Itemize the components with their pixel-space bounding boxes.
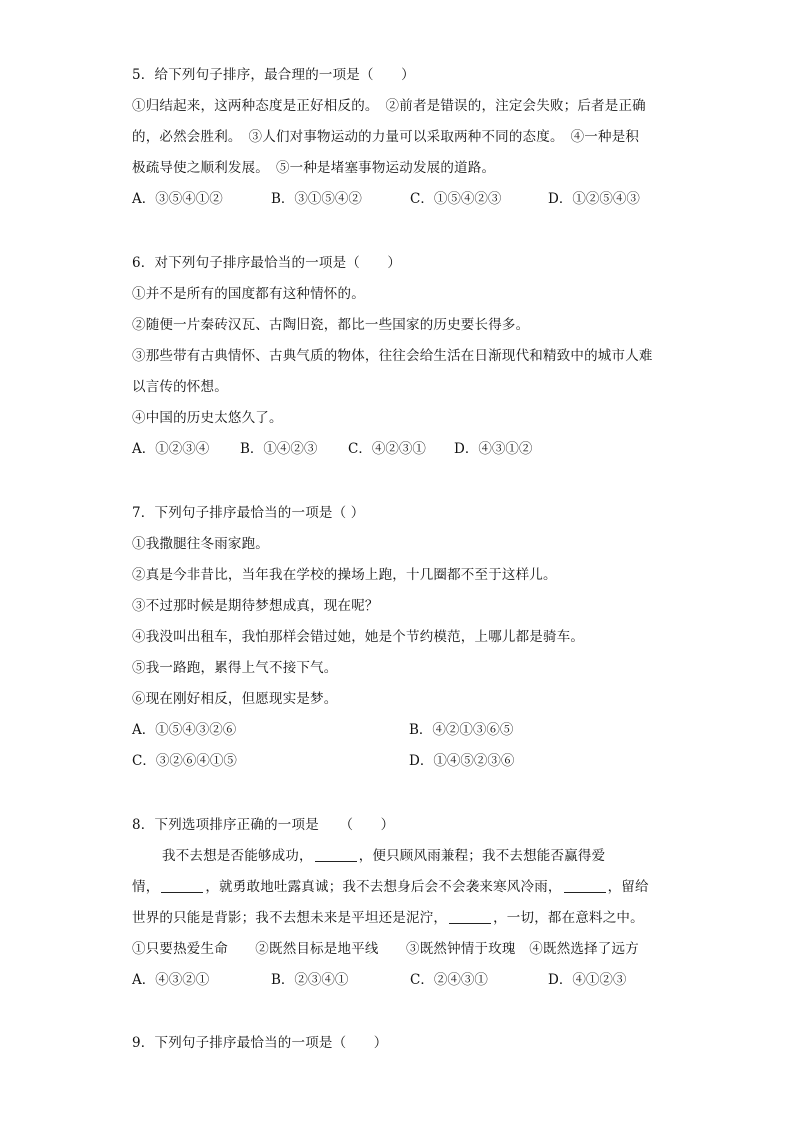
question-5-line-1: ①归结起来，这两种态度是正好相反的。 ②前者是错误的，注定会失败；后者是正确 <box>132 98 646 114</box>
question-9-stem: 9．下列句子排序最恰当的一项是（ ） <box>132 1035 388 1051</box>
question-7-option-c[interactable]: C．③②⑥④①⑤ <box>132 753 237 769</box>
question-7-line-5: ⑤我一路跑，累得上气不接下气。 <box>132 660 338 676</box>
question-5-option-b[interactable]: B．③①⑤④② <box>271 191 362 207</box>
question-6-line-4: 以言传的怀想。 <box>132 379 228 395</box>
question-5-options <box>132 184 672 215</box>
fill-blank-1[interactable] <box>315 847 357 862</box>
question-7-line-2: ②真是今非昔比，当年我在学校的操场上跑，十几圈都不至于这样儿。 <box>132 567 557 583</box>
question-7-option-b[interactable]: B．④②①③⑥⑤ <box>409 722 514 738</box>
question-8-choices: ①只要热爱生命 ②既然目标是地平线 ③既然钟情于玫瑰 ④既然选择了远方 <box>132 941 639 957</box>
question-8-options <box>132 965 672 996</box>
question-6-stem: 6．对下列句子排序最恰当的一项是（ ） <box>132 255 402 271</box>
question-8-option-b[interactable]: B．②③④① <box>271 972 349 988</box>
passage-text: ，便只顾风雨兼程；我不去想能否赢得爱 <box>358 848 606 864</box>
question-5-line-2: 的，必然会胜利。 ③人们对事物运动的力量可以采取两种不同的态度。 ④一种是积 <box>132 129 640 145</box>
question-6-line-1: ①并不是所有的国度都有这种情怀的。 <box>132 286 365 302</box>
question-5-option-a[interactable]: A．③⑤④①② <box>132 191 223 207</box>
question-8-passage-line-3 <box>132 903 672 934</box>
question-9 <box>132 1028 672 1059</box>
passage-text: 世界的只能是背影；我不去想未来是平坦还是泥泞， <box>132 910 448 926</box>
passage-text: 情， <box>132 879 160 895</box>
passage-text: 我不去想是否能够成功， <box>162 848 313 864</box>
question-8-stem: 8．下列选项排序正确的一项是 （ ） <box>132 817 395 833</box>
question-8-option-a[interactable]: A．④③②① <box>132 972 210 988</box>
question-7-line-6: ⑥现在刚好相反，但愿现实是梦。 <box>132 691 338 707</box>
question-7-line-1: ①我撒腿往冬雨家跑。 <box>132 536 269 552</box>
question-5 <box>132 60 672 215</box>
passage-text: ，一切，都在意料之中。 <box>493 910 644 926</box>
question-7-stem: 7．下列句子排序最恰当的一项是（ ） <box>132 505 365 521</box>
question-8-passage-line-1 <box>132 841 672 872</box>
question-6-options <box>132 434 672 465</box>
fill-blank-3[interactable] <box>564 878 606 893</box>
question-5-option-d[interactable]: D．①②⑤④③ <box>548 191 640 207</box>
question-5-option-c[interactable]: C．①⑤④②③ <box>410 191 502 207</box>
question-5-stem: 5．给下列句子排序，最合理的一项是（ ） <box>132 67 415 83</box>
question-6 <box>132 248 672 465</box>
question-6-option-a[interactable]: A．①②③④ <box>132 441 210 457</box>
question-5-line-3: 极疏导使之顺利发展。 ⑤一种是堵塞事物运动发展的道路。 <box>132 160 496 176</box>
question-7-line-3: ③不过那时候是期待梦想成真，现在呢？ <box>132 598 379 614</box>
question-7-options-row-1 <box>132 715 672 746</box>
question-6-option-b[interactable]: B．①④②③ <box>240 441 318 457</box>
fill-blank-2[interactable] <box>161 878 203 893</box>
fill-blank-4[interactable] <box>449 909 491 924</box>
question-6-line-2: ②随便一片秦砖汉瓦、古陶旧瓷，都比一些国家的历史要长得多。 <box>132 317 530 333</box>
question-6-line-5: ④中国的历史太悠久了。 <box>132 410 283 426</box>
question-7-options-row-2 <box>132 746 672 777</box>
question-8-option-d[interactable]: D．④①②③ <box>548 972 627 988</box>
question-7 <box>132 498 672 777</box>
question-7-line-4: ④我没叫出租车，我怕那样会错过她，她是个节约模范，上哪儿都是骑车。 <box>132 629 585 645</box>
passage-text: ，就勇敢地吐露真诚；我不去想身后会不会袭来寒风冷雨， <box>205 879 562 895</box>
question-6-option-d[interactable]: D．④③①② <box>454 441 533 457</box>
question-6-option-c[interactable]: C．④②③① <box>348 441 426 457</box>
question-8 <box>132 810 672 996</box>
question-7-option-d[interactable]: D．①④⑤②③⑥ <box>409 753 515 769</box>
question-8-passage-line-2 <box>132 872 672 903</box>
question-7-option-a[interactable]: A．①⑤④③②⑥ <box>132 722 237 738</box>
question-8-option-c[interactable]: C．②④③① <box>410 972 488 988</box>
passage-text: ，留给 <box>607 879 649 895</box>
question-6-line-3: ③那些带有古典情怀、古典气质的物体，往往会给生活在日渐现代和精致中的城市人难 <box>132 348 653 364</box>
